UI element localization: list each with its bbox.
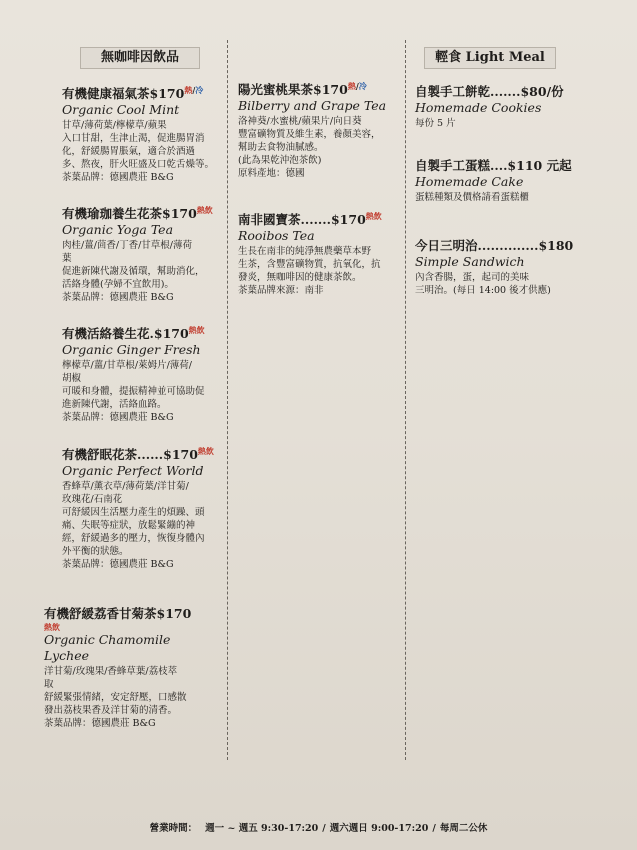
hot-cold-tag: 熱/冷 [347,81,367,91]
hot-cold-tag: 熱/冷 [184,85,204,95]
closed-day: 每周二公休 [439,823,488,834]
item-title: 有機活絡養生花$.\$170^{熱飲}$ [62,325,205,342]
item-title: 有機瑜珈養生花茶$\$170^{熱飲}$ [62,205,213,222]
item-english-name: Homemade Cake [415,174,524,189]
menu-item-cake [415,158,572,204]
item-english-name: Simple Sandwich [415,254,525,269]
item-description: 洛神葵/水蜜桃/蘋果片/向日葵 豐富礦物質及維生素，養顏美容， 幫助去食物油膩感。 (此為果乾沖泡茶飲) 原料產地：德國 [238,116,381,180]
menu-item-rooibos [238,208,382,297]
hot-tag: 熱飲 [44,622,60,632]
hot-tag: 熱飲 [188,325,205,335]
hot-tag: 熱飲 [196,205,213,215]
menu-item-cool-mint [62,82,214,184]
item-english-name: Organic Ginger Fresh [62,342,201,358]
item-description: 內含香腸，蛋，起司的美味 三明治。(每日 14:00 後才供應) [415,272,551,296]
business-hours: 營業時間： 週一 ~ 週五 9:30-17:20 / 週六週日 9:00-17:20 / 每周二公休 [149,823,488,834]
item-description: 每份 5 片 [415,118,456,129]
item-english-name: Rooibos Tea [238,228,315,244]
item-description: 生長在南非的純淨無農藥草本野 生茶，含豐富礦物質，抗氧化，抗 發炎，無咖啡因的健康茶飲。 茶葉品牌來源：南非 [238,246,381,297]
item-english-name: Organic Yoga Tea [62,222,174,238]
hours-weekday: 週一 ~ 週五 9:30-17:20 [205,823,319,834]
item-title: 自製手工餅乾.......$80/份 [415,84,564,99]
hot-tag: 熱飲 [365,211,382,221]
heading-no-caffeine: 無咖啡因飲品 [80,47,200,69]
item-description: 洋甘菊/玫瑰果/香蜂草葉/荔枝萃 取 舒緩緊張情緒，安定舒壓，口感散 發出荔枝果香及洋甘菊的清香。 茶葉品牌：德國農莊 B&G [44,666,187,729]
item-title: 自製手工蛋糕....$110 元起 [415,158,572,173]
item-description: 香蜂草/薰衣草/薄荷葉/洋甘菊/ 玫瑰花/石南花 可舒緩因生活壓力產生的煩躁、頭 痛、失眠等症狀，放鬆緊繃的神 經，舒緩過多的壓力，恢復身體內 外平衡的狀態。 茶葉品牌：德國農莊 B&G [62,481,205,571]
item-description: 檸檬草/薑/甘草根/萊姆片/薄荷/ 胡椒 可暖和身體，提振精神並可協助促 進新陳代謝，活絡血路。 茶葉品牌：德國農莊 B&G [62,360,205,424]
hot-tag: 熱飲 [197,446,214,456]
item-title: 今日三明治..............$180 [415,238,574,253]
item-title: 有機舒緩荔香甘菊茶$170 [44,606,192,621]
item-english-name: Homemade Cookies [415,100,542,115]
heading-light-meal [424,47,556,69]
item-title: 有機舒眠花茶$......\$170^{熱飲}$ [62,446,214,463]
item-english-name: Organic Chamomile [44,632,171,647]
menu-item-bilberry-grape [238,78,386,180]
item-title: 陽光蜜桃果茶$\$170^{熱/冷}$ [238,81,367,98]
menu-item-yoga-tea [62,202,213,304]
menu-item-perfect-world [62,443,214,571]
menu-item-sandwich [415,238,573,297]
hours-label: 營業時間： [149,823,198,834]
item-english-name: Organic Perfect World [62,463,204,479]
item-title: 南非國寶茶$.......\$170^{熱飲}$ [238,211,382,228]
heading-light-meal-text: 輕食 Light Meal [435,50,545,65]
item-english-name: Organic Cool Mint [62,102,180,118]
item-description: 肉桂/薑/茴香/丁香/甘草根/薄荷 葉 促進新陳代謝及循環，幫助消化， 活絡身體(孕婦不宜飲用)。 茶葉品牌：德國農莊 B&G [62,240,205,304]
menu-item-cookies [415,84,564,130]
hours-weekend: 週六週日 9:00-17:20 [329,823,429,834]
item-english-name-2: Lychee [44,648,89,663]
item-english-name: Bilberry and Grape Tea [238,98,387,114]
column-divider-right [405,40,406,760]
column-divider-left [227,40,228,760]
item-description: 蛋糕種類及價格請看蛋糕櫃 [415,192,530,203]
menu-item-chamomile-lychee [44,606,191,730]
item-title: 有機健康福氣茶$\$170^{熱/冷}$ [62,85,204,102]
menu-item-ginger-fresh [62,322,205,424]
item-description: 甘草/薄荷葉/檸檬草/蘋果 入口甘甜，生津止渴，促進腸胃消 化，舒緩腸胃脹氣，適合於酒過 多、熬夜，肝火旺盛及口乾舌燥等。 茶葉品牌：德國農莊 B&G [62,120,215,184]
